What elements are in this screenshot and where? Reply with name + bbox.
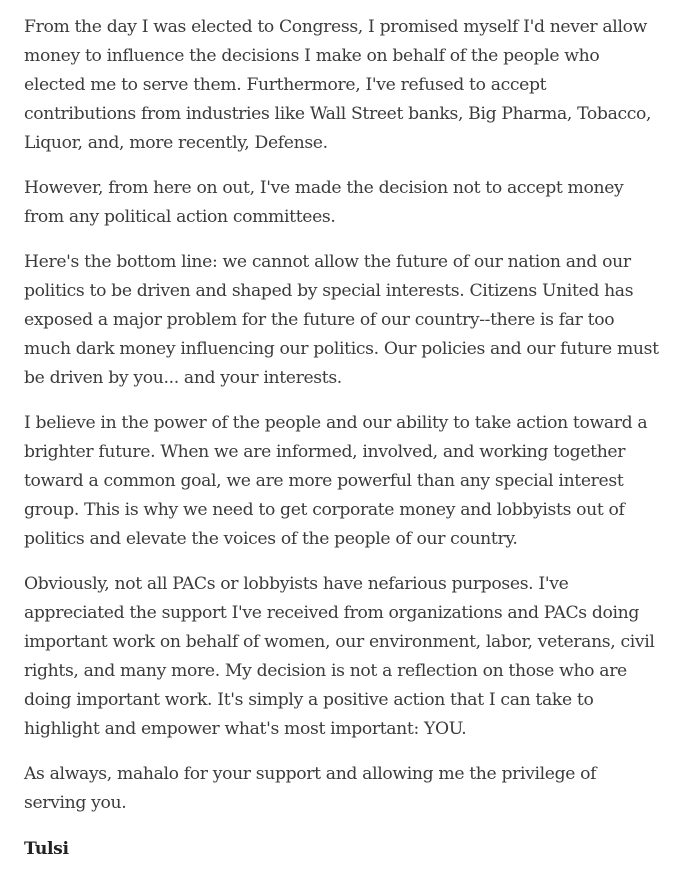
- paragraph-not-all-pacs: Obviously, not all PACs or lobbyists have nefarious purposes. I've appreciated the support I've received from organizations and PACs doing important work on behalf of women, our environment, labor, veterans, civil rights, and many more. My decision is not a reflection on those who are doing important work. It's simply a positive action that I can take to highlight and empower what's most important: YOU.: [24, 574, 655, 739]
- signature: Tulsi: [24, 839, 69, 859]
- paragraph-mahalo: As always, mahalo for your support and allowing me the privilege of serving you.: [24, 764, 597, 813]
- paragraph-bottom-line: Here's the bottom line: we cannot allow the future of our nation and our politics to be driven and shaped by special interests. Citizens United has exposed a major problem for the future of our country--there is far too much dark money influencing our politics. Our policies and our future must be driven by you... and your interests.: [24, 252, 659, 388]
- paragraph-congress-promise: From the day I was elected to Congress, I promised myself I'd never allow money to influence the decisions I make on behalf of the people who elected me to serve them. Furthermore, I've refused to accept contributions from industries like Wall Street banks, Big Pharma, Tobacco, Liquor, and, more recently, Defense.: [24, 17, 652, 153]
- paragraph-pac-decision: However, from here on out, I've made the decision not to accept money from any political action committees.: [24, 178, 624, 227]
- paragraph-power-of-people: I believe in the power of the people and our ability to take action toward a brighter future. When we are informed, involved, and working together toward a common goal, we are more powerful than any special interest group. This is why we need to get corporate money and lobbyists out of politics and elevate the voices of the people of our country.: [24, 413, 648, 549]
